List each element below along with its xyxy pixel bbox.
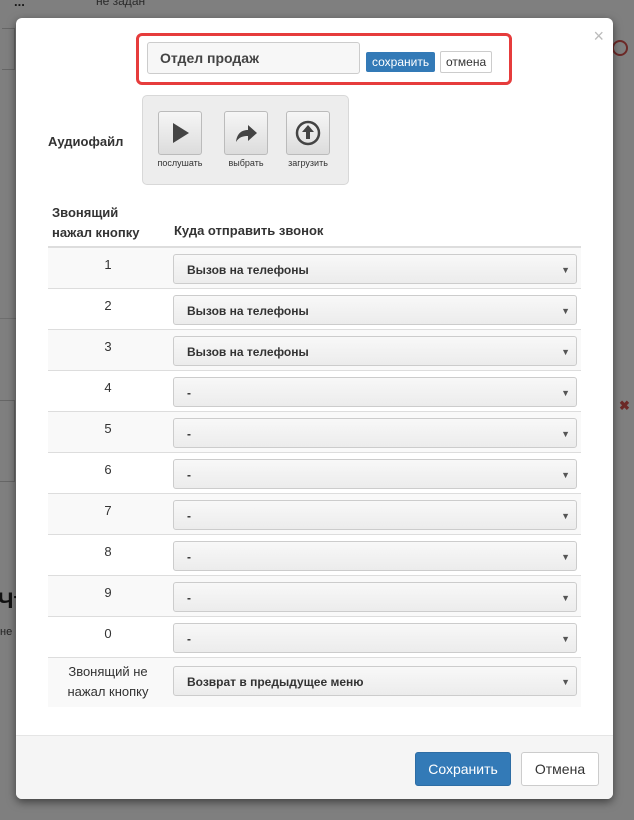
action-select-value: -: [187, 386, 191, 400]
chevron-down-icon: ▼: [561, 347, 570, 357]
action-select[interactable]: [173, 500, 577, 530]
chevron-down-icon: ▼: [561, 470, 570, 480]
table-row-no-press: [48, 657, 581, 707]
column-header-action: Куда отправить звонок: [174, 223, 324, 238]
action-select[interactable]: [173, 418, 577, 448]
chevron-down-icon: ▼: [561, 265, 570, 275]
ivr-menu-modal: [16, 18, 613, 799]
name-save-button[interactable]: сохранить: [366, 52, 435, 72]
row-key-no-press: [48, 662, 168, 702]
action-select-value: -: [187, 427, 191, 441]
table-row: [48, 493, 581, 534]
row-key: 2: [104, 298, 112, 313]
action-select[interactable]: [173, 377, 577, 407]
save-button[interactable]: Сохранить: [415, 752, 511, 786]
table-row: [48, 411, 581, 452]
key-actions-table: [48, 248, 581, 707]
table-row: [48, 248, 581, 288]
table-row: [48, 575, 581, 616]
chevron-down-icon: ▼: [561, 388, 570, 398]
audio-file-label: Аудиофайл: [48, 134, 124, 149]
chevron-down-icon: ▼: [561, 429, 570, 439]
row-key: 0: [104, 626, 112, 641]
share-arrow-icon: [233, 120, 259, 146]
row-key-no-press-line1: Звонящий не: [68, 664, 148, 679]
action-select[interactable]: [173, 295, 577, 325]
table-row: [48, 452, 581, 493]
action-select[interactable]: [173, 582, 577, 612]
chevron-down-icon: ▼: [561, 552, 570, 562]
row-key: 8: [104, 544, 112, 559]
table-row: [48, 288, 581, 329]
row-key: 5: [104, 421, 112, 436]
chevron-down-icon: ▼: [561, 511, 570, 521]
action-select-value: -: [187, 468, 191, 482]
column-header-key-line1: Звонящий: [52, 205, 119, 220]
action-select-value: Вызов на телефоны: [187, 263, 309, 277]
row-key: 3: [104, 339, 112, 354]
row-key: 6: [104, 462, 112, 477]
row-key-no-press-line2: нажал кнопку: [67, 684, 149, 699]
action-select-value: Вызов на телефоны: [187, 345, 309, 359]
play-icon: [167, 120, 193, 146]
close-icon[interactable]: ×: [593, 26, 604, 46]
cancel-button[interactable]: Отмена: [521, 752, 599, 786]
action-select-value: -: [187, 509, 191, 523]
table-row: [48, 370, 581, 411]
listen-button[interactable]: [158, 111, 202, 155]
column-header-key-line2: нажал кнопку: [52, 225, 140, 240]
action-select[interactable]: [173, 666, 577, 696]
action-select-value: Возврат в предыдущее меню: [187, 675, 364, 689]
action-select-value: Вызов на телефоны: [187, 304, 309, 318]
chevron-down-icon: ▼: [561, 634, 570, 644]
choose-label: выбрать: [228, 158, 264, 168]
upload-icon: [295, 120, 321, 146]
menu-name-input[interactable]: Отдел продаж: [147, 42, 360, 74]
action-select-value: -: [187, 550, 191, 564]
table-row: [48, 616, 581, 657]
row-key: 7: [104, 503, 112, 518]
chevron-down-icon: ▼: [561, 677, 570, 687]
table-row: [48, 534, 581, 575]
audio-controls-panel: [142, 95, 349, 185]
upload-label: загрузить: [288, 158, 328, 168]
listen-label: послушать: [157, 158, 203, 168]
chevron-down-icon: ▼: [561, 306, 570, 316]
modal-footer: [16, 735, 613, 799]
column-header-key: [52, 203, 139, 243]
action-select[interactable]: [173, 459, 577, 489]
action-select-value: -: [187, 632, 191, 646]
action-select[interactable]: [173, 254, 577, 284]
action-select[interactable]: [173, 336, 577, 366]
upload-button[interactable]: [286, 111, 330, 155]
row-key: 4: [104, 380, 112, 395]
row-key: 9: [104, 585, 112, 600]
action-select[interactable]: [173, 541, 577, 571]
chevron-down-icon: ▼: [561, 593, 570, 603]
choose-button[interactable]: [224, 111, 268, 155]
action-select-value: -: [187, 591, 191, 605]
action-select[interactable]: [173, 623, 577, 653]
row-key: 1: [104, 257, 112, 272]
name-cancel-button[interactable]: отмена: [440, 51, 492, 73]
table-row: [48, 329, 581, 370]
